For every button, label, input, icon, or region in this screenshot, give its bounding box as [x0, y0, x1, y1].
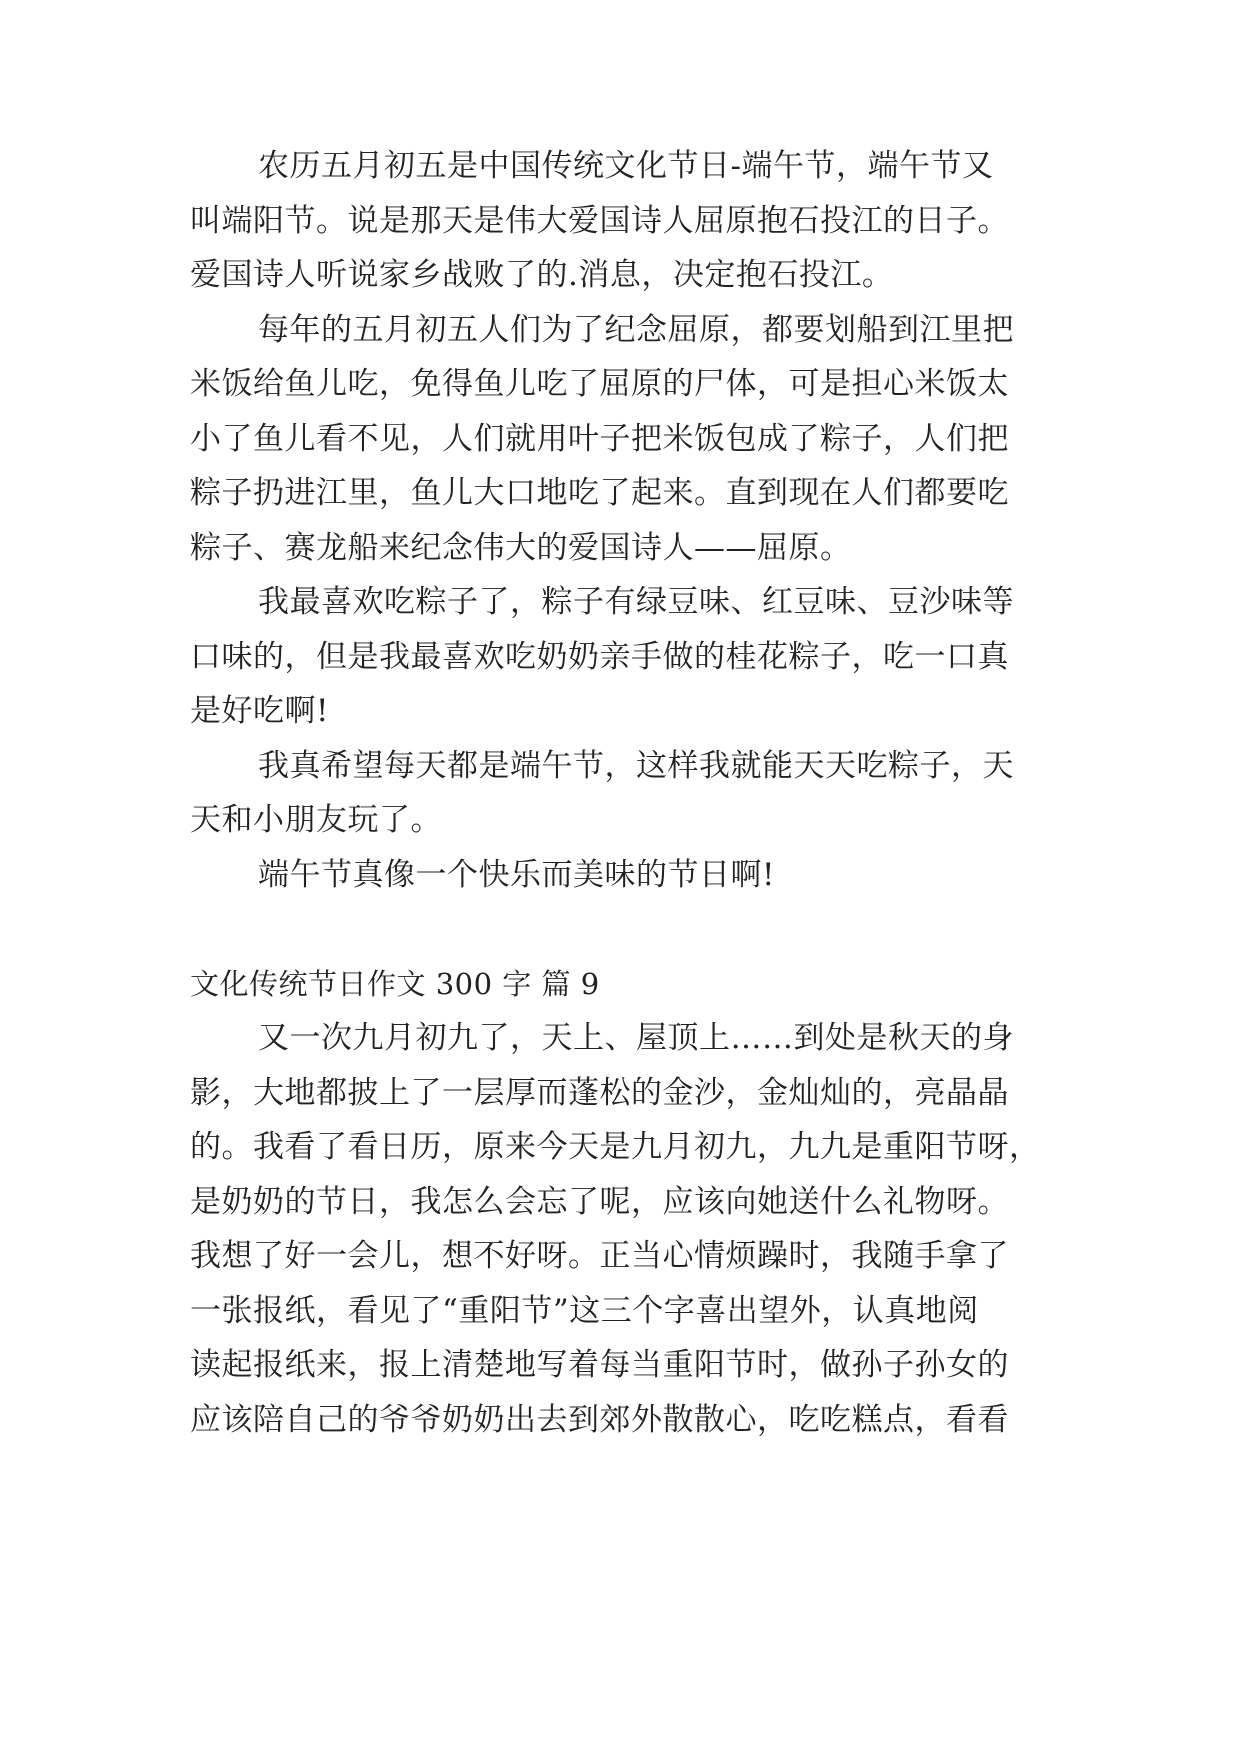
paragraph-line: 是好吃啊!: [190, 693, 329, 729]
paragraph-line: 读起报纸来，报上清楚地写着每当重阳节时，做孙子孙女的: [190, 1347, 1009, 1383]
paragraph-line: 我想了好一会儿，想不好呀。正当心情烦躁时，我随手拿了: [190, 1238, 1009, 1274]
paragraph-line: 我最喜欢吃粽子了，粽子有绿豆味、红豆味、豆沙味等: [258, 584, 1014, 620]
paragraph-line: 我真希望每天都是端午节，这样我就能天天吃粽子，天: [258, 748, 1014, 784]
paragraph-line: 又一次九月初九了，天上、屋顶上……到处是秋天的身: [258, 1020, 1014, 1056]
paragraph-line: 口味的，但是我最喜欢吃奶奶亲手做的桂花粽子，吃一口真: [190, 639, 1009, 675]
paragraph-line: 每年的五月初五人们为了纪念屈原，都要划船到江里把: [258, 312, 1014, 348]
paragraph-line: 小了鱼儿看不见，人们就用叶子把米饭包成了粽子，人们把: [190, 421, 1009, 457]
paragraph-line: 粽子扔进江里，鱼儿大口地吃了起来。直到现在人们都要吃: [190, 475, 1009, 511]
paragraph-line: 米饭给鱼儿吃，免得鱼儿吃了屈原的尸体，可是担心米饭太: [190, 366, 1009, 402]
section-heading: 文化传统节日作文 300 字 篇 9: [190, 967, 600, 1001]
paragraph-line: 粽子、赛龙船来纪念伟大的爱国诗人——屈原。: [190, 530, 852, 566]
paragraph-line: 农历五月初五是中国传统文化节日-端午节，端午节又: [258, 148, 994, 184]
paragraph-line: 爱国诗人听说家乡战败了的.消息，决定抱石投江。: [190, 257, 894, 293]
paragraph-line: 端午节真像一个快乐而美味的节日啊!: [258, 857, 775, 893]
paragraph-line: 是奶奶的节日，我怎么会忘了呢，应该向她送什么礼物呀。: [190, 1184, 1009, 1220]
paragraph-line: 天和小朋友玩了。: [190, 802, 442, 838]
paragraph-line: 影，大地都披上了一层厚而蓬松的金沙，金灿灿的，亮晶晶: [190, 1075, 1009, 1111]
paragraph-line: 一张报纸，看见了“重阳节”这三个字喜出望外，认真地阅: [190, 1293, 979, 1329]
paragraph-line: 的。我看了看日历，原来今天是九月初九，九九是重阳节呀，: [190, 1129, 1041, 1165]
paragraph-line: 叫端阳节。说是那天是伟大爱国诗人屈原抱石投江的日子。: [190, 203, 1009, 239]
paragraph-line: 应该陪自己的爷爷奶奶出去到郊外散散心，吃吃糕点，看看: [190, 1402, 1009, 1438]
